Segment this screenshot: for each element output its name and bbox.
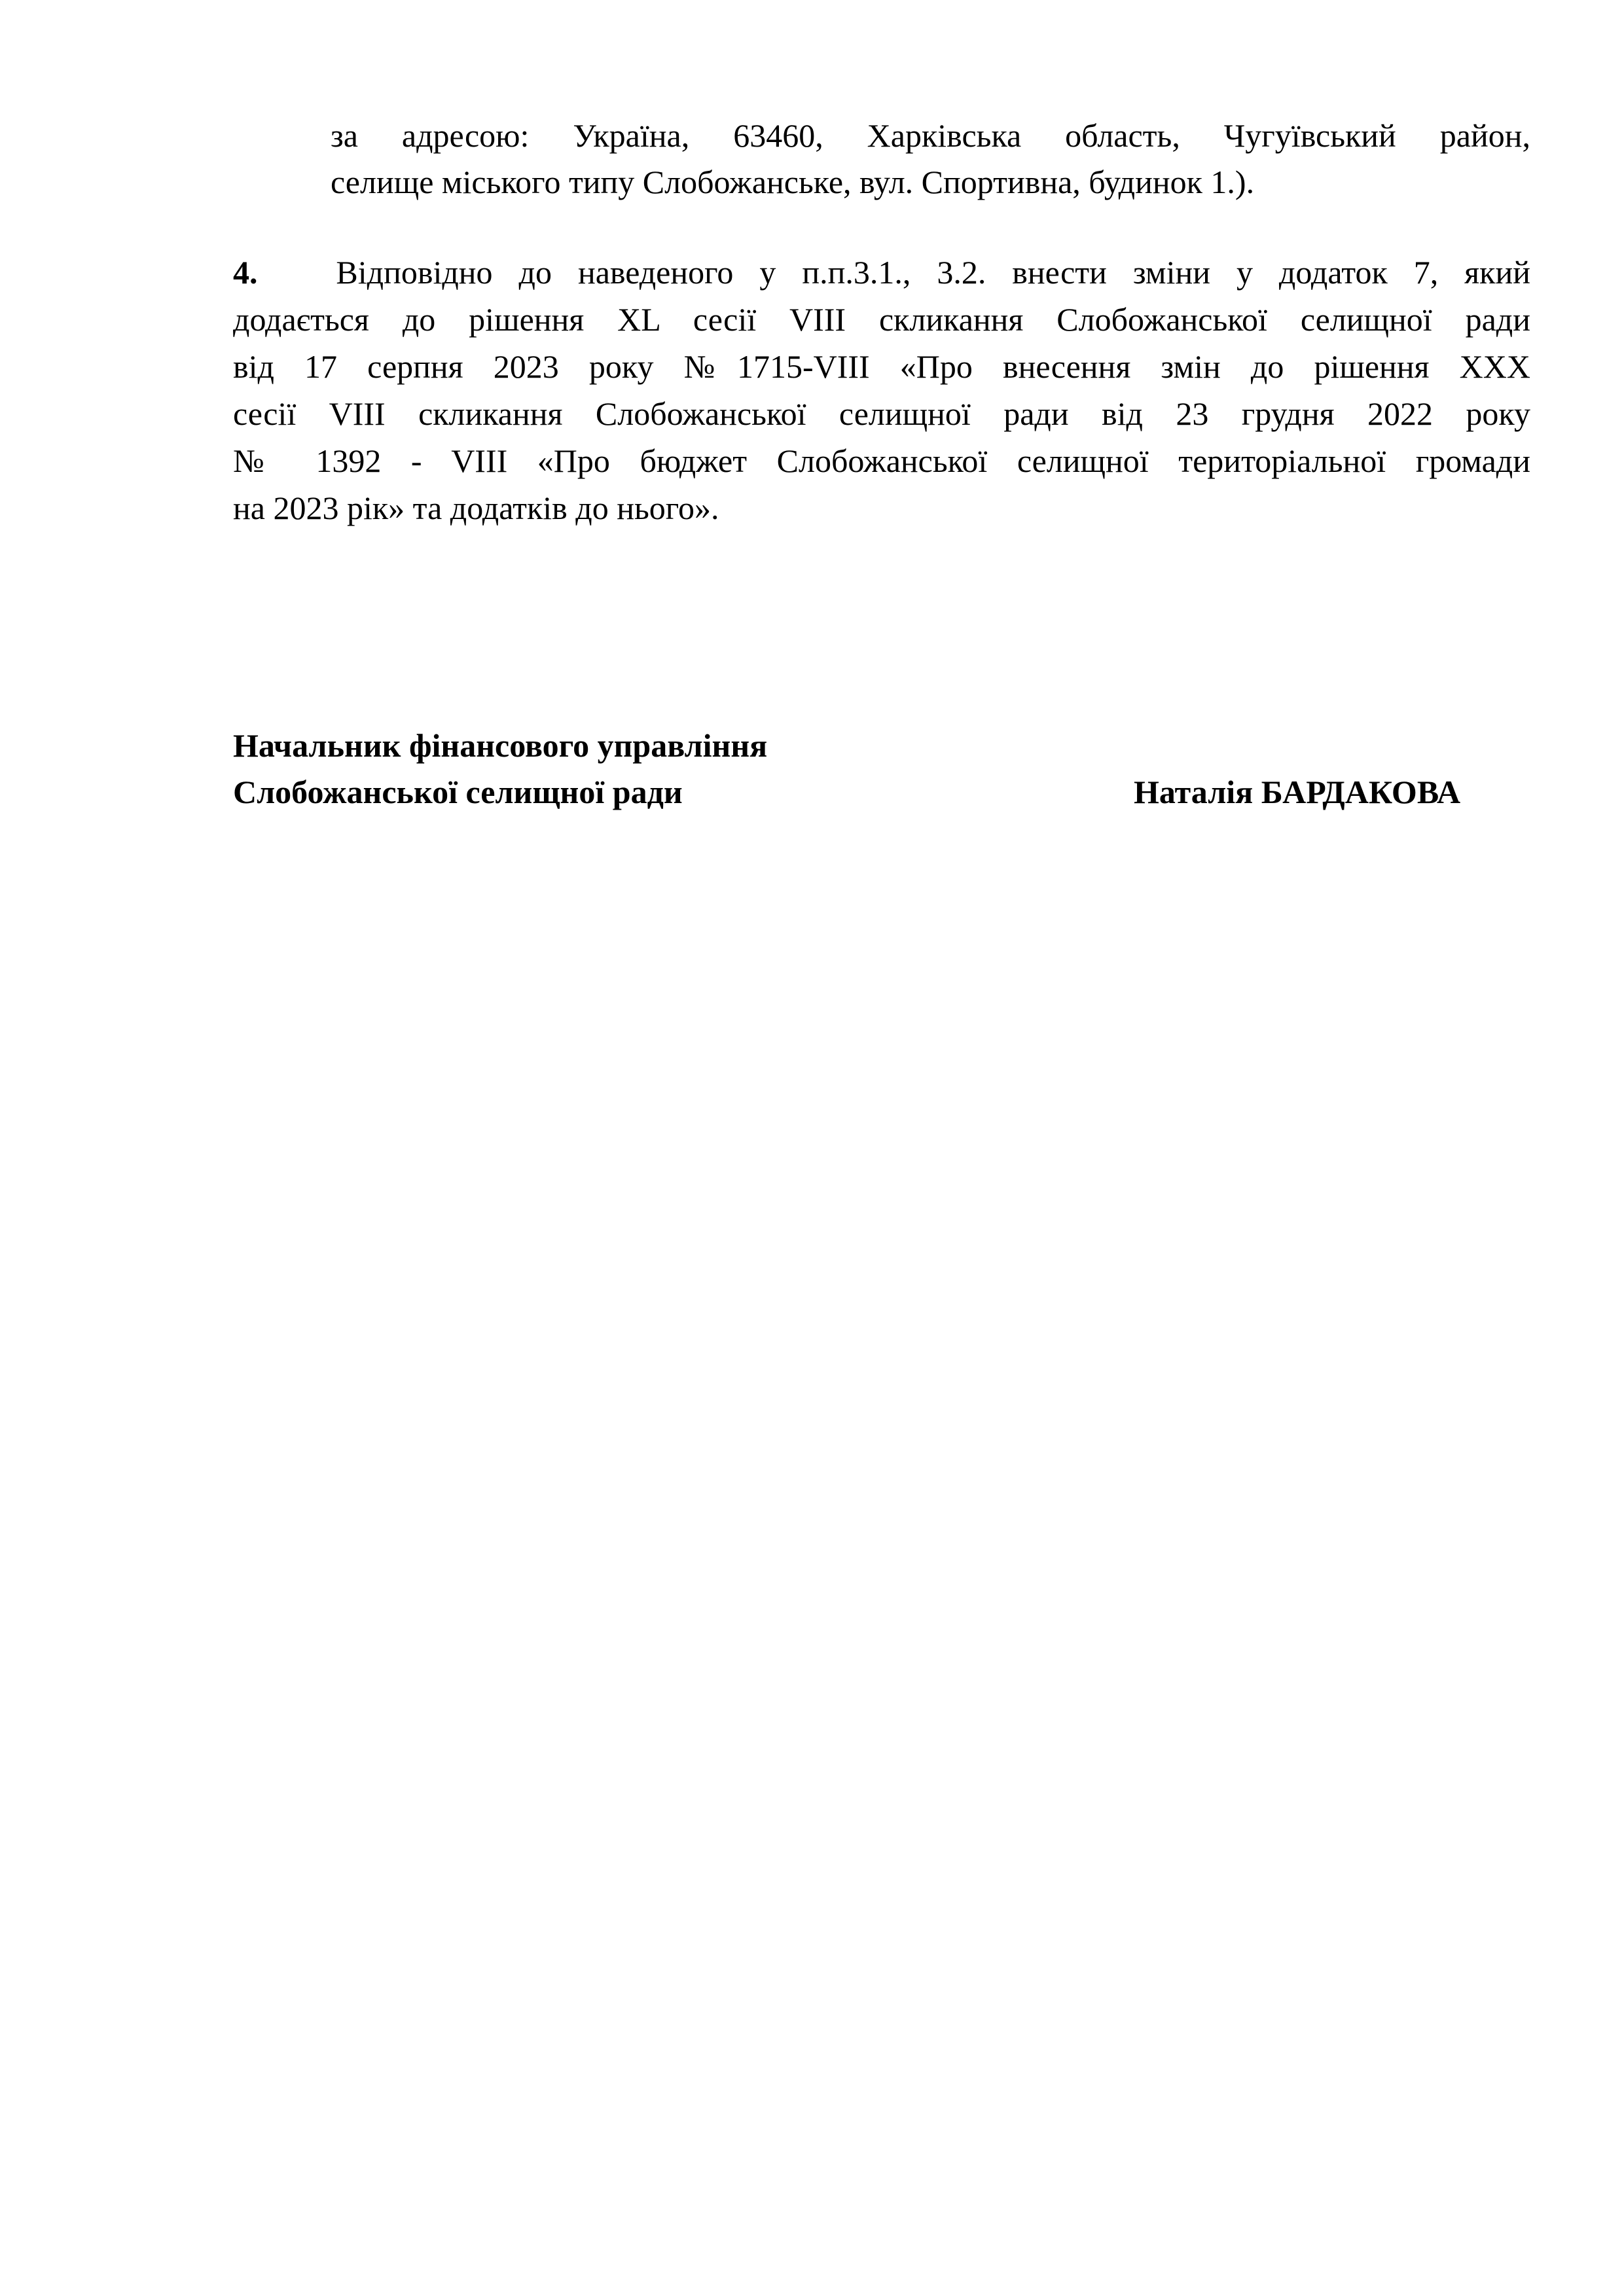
signature-name: Наталія БАРДАКОВА [1134,774,1461,810]
item-4-line-4: сесії VIII скликання Слобожанської селищної ради від 23 грудня 2022 року [233,395,1530,432]
address-line-2: селище міського типу Слобожанське, вул. Спортивна, будинок 1.). [331,164,1255,200]
address-line-1: за адресою: Україна, 63460, Харківська область, Чугуївський район, [331,117,1530,154]
signature-position [233,723,767,816]
item-4-paragraph [233,249,1530,531]
item-number: 4. [233,254,258,291]
signature-position-line-1: Начальник фінансового управління [233,727,768,764]
item-4-line-5: № 1392 - VIII «Про бюджет Слобожанської селищної територіальної громади [233,442,1530,479]
signature-position-line-2: Слобожанської селищної ради [233,774,683,810]
item-4-line-3: від 17 серпня 2023 року №1715-VIII «Про внесення змін до рішення ХХХ [233,348,1530,385]
item-4-line-6: на 2023 рік» та додатків до нього». [233,490,719,526]
address-continuation [331,113,1530,206]
item-4-line-1 [233,249,1530,296]
item-4-line-1-text: Відповідно до наведеного у п.п.3.1., 3.2. внести зміни у додаток 7, який [336,254,1530,291]
item-4-line-2: додається до рішення XL сесії VIII скликання Слобожанської селищної ради [233,301,1530,338]
